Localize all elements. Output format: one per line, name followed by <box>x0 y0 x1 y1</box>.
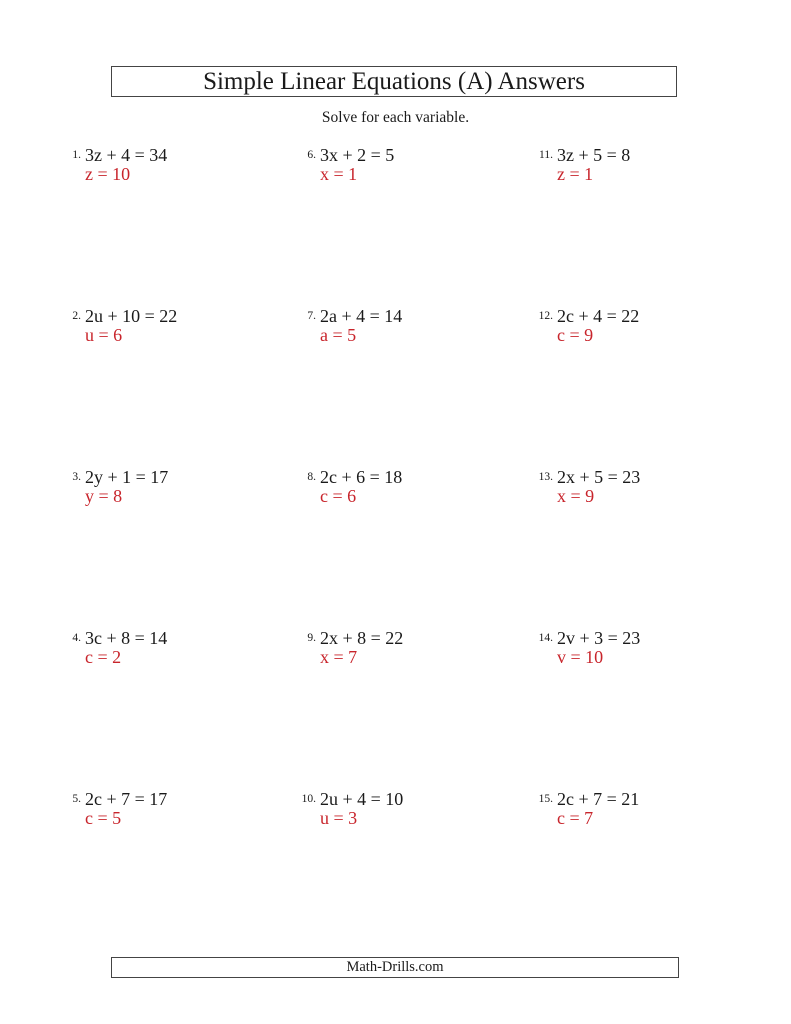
problem-number: 2. <box>72 310 81 322</box>
answer: y = 8 <box>85 486 123 506</box>
equation: 3z + 5 = 8 <box>557 145 631 165</box>
problem-number: 7. <box>307 310 316 322</box>
answer: v = 10 <box>557 647 604 667</box>
problem-number: 11. <box>539 149 553 161</box>
problem-number: 5. <box>72 793 81 805</box>
problem-number: 8. <box>307 471 316 483</box>
problem-number: 15. <box>538 793 553 805</box>
equation: 2u + 10 = 22 <box>85 306 178 326</box>
title-box <box>111 66 677 97</box>
problem-number: 6. <box>307 149 316 161</box>
equation: 3z + 4 = 34 <box>85 145 168 165</box>
answer: a = 5 <box>320 325 357 345</box>
problem-number: 9. <box>307 632 316 644</box>
equation: 3c + 8 = 14 <box>85 628 168 648</box>
answer: c = 6 <box>320 486 357 506</box>
equation: 2c + 7 = 21 <box>557 789 640 809</box>
problem-number: 10. <box>301 793 316 805</box>
page-title: Simple Linear Equations (A) Answers <box>203 68 585 95</box>
equation: 2v + 3 = 23 <box>557 628 641 648</box>
answer: x = 9 <box>557 486 595 506</box>
problem-number: 3. <box>72 471 81 483</box>
problem-number: 13. <box>538 471 553 483</box>
answer: x = 7 <box>320 647 358 667</box>
footer-box <box>111 957 679 978</box>
equation: 2x + 8 = 22 <box>320 628 404 648</box>
equation: 2c + 7 = 17 <box>85 789 168 809</box>
problem-number: 1. <box>72 149 81 161</box>
answer: c = 9 <box>557 325 594 345</box>
equation: 3x + 2 = 5 <box>320 145 395 165</box>
problem-number: 12. <box>538 310 553 322</box>
answer: c = 7 <box>557 808 594 828</box>
answer: z = 10 <box>85 164 131 184</box>
answer: u = 3 <box>320 808 358 828</box>
answer: c = 2 <box>85 647 122 667</box>
equation: 2u + 4 = 10 <box>320 789 404 809</box>
problem-number: 14. <box>538 632 553 644</box>
answer: c = 5 <box>85 808 122 828</box>
instructions: Solve for each variable. <box>321 109 470 126</box>
equation: 2a + 4 = 14 <box>320 306 403 326</box>
answer: u = 6 <box>85 325 123 345</box>
equation: 2x + 5 = 23 <box>557 467 641 487</box>
equation: 2y + 1 = 17 <box>85 467 169 487</box>
answer: z = 1 <box>557 164 594 184</box>
answer: x = 1 <box>320 164 358 184</box>
problem-number: 4. <box>72 632 81 644</box>
equation: 2c + 4 = 22 <box>557 306 640 326</box>
footer-site-name: Math-Drills.com <box>346 959 444 975</box>
equation: 2c + 6 = 18 <box>320 467 403 487</box>
